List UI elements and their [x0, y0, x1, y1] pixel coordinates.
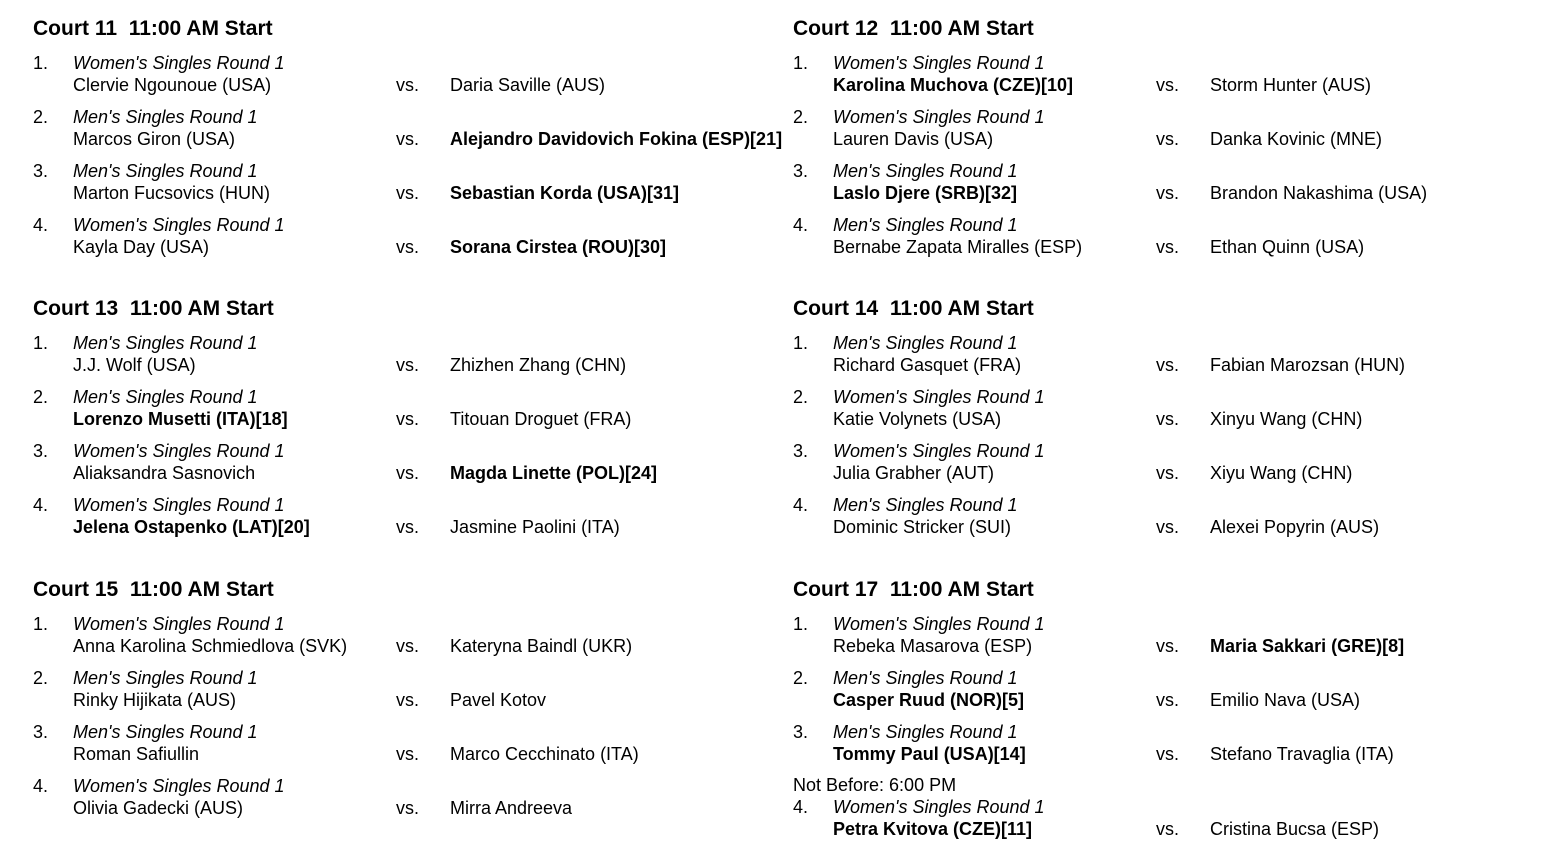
match-row: [33, 331, 793, 377]
match-event: Men's Singles Round 1: [73, 333, 258, 353]
player-two: Sorana Cirstea (ROU)[30]: [450, 237, 667, 257]
match-row: [793, 493, 1553, 539]
player-two: Marco Cecchinato (ITA): [450, 744, 639, 764]
match-event: Women's Singles Round 1: [73, 495, 285, 515]
match-number: 2.: [33, 107, 49, 127]
versus-label: vs.: [396, 517, 420, 537]
player-two: Xinyu Wang (CHN): [1210, 409, 1363, 429]
player-one: J.J. Wolf (USA): [73, 355, 196, 375]
match-number: 3.: [33, 161, 49, 181]
versus-label: vs.: [1156, 183, 1180, 203]
match-row: [33, 666, 793, 712]
court-title: Court 12 11:00 AM Start: [793, 17, 1034, 40]
match-number: 1.: [793, 614, 809, 634]
match-number: 1.: [793, 333, 809, 353]
player-one: Lauren Davis (USA): [833, 129, 994, 149]
match-event: Men's Singles Round 1: [833, 668, 1018, 688]
match-number: 4.: [33, 495, 49, 515]
player-two: Pavel Kotov: [450, 690, 547, 710]
versus-label: vs.: [396, 690, 420, 710]
match-number: 3.: [33, 441, 49, 461]
player-two: Danka Kovinic (MNE): [1210, 129, 1383, 149]
match-row: [793, 439, 1553, 485]
match-row: [33, 159, 793, 205]
match-row: [33, 385, 793, 431]
match-number: 1.: [33, 614, 49, 634]
player-one: Bernabe Zapata Miralles (ESP): [833, 237, 1083, 257]
player-two: Xiyu Wang (CHN): [1210, 463, 1353, 483]
player-one: Dominic Stricker (SUI): [833, 517, 1012, 537]
player-two: Brandon Nakashima (USA): [1210, 183, 1428, 203]
player-two: Storm Hunter (AUS): [1210, 75, 1372, 95]
player-two: Emilio Nava (USA): [1210, 690, 1361, 710]
match-row: [793, 213, 1553, 259]
player-one: Roman Safiullin: [73, 744, 200, 764]
match-event: Men's Singles Round 1: [73, 722, 258, 742]
versus-label: vs.: [396, 129, 420, 149]
player-one: Kayla Day (USA): [73, 237, 210, 257]
match-number: 1.: [793, 53, 809, 73]
match-event: Men's Singles Round 1: [73, 668, 258, 688]
match-number: 4.: [793, 215, 809, 235]
player-one: Aliaksandra Sasnovich: [73, 463, 256, 483]
match-number: 2.: [33, 387, 49, 407]
player-two: Maria Sakkari (GRE)[8]: [1210, 636, 1405, 656]
match-row: [793, 720, 1553, 766]
match-row: [33, 439, 793, 485]
match-number: 3.: [793, 441, 809, 461]
match-event: Men's Singles Round 1: [833, 161, 1018, 181]
player-two: Zhizhen Zhang (CHN): [450, 355, 627, 375]
court-title: Court 17 11:00 AM Start: [793, 578, 1034, 601]
player-one: Olivia Gadecki (AUS): [73, 798, 244, 818]
match-row: [33, 493, 793, 539]
versus-label: vs.: [1156, 636, 1180, 656]
player-two: Mirra Andreeva: [450, 798, 573, 818]
match-number: 4.: [33, 776, 49, 796]
player-one: Casper Ruud (NOR)[5]: [833, 690, 1025, 710]
match-number: 4.: [33, 215, 49, 235]
match-row: [793, 666, 1553, 712]
match-event: Men's Singles Round 1: [833, 495, 1018, 515]
match-number: 3.: [793, 161, 809, 181]
player-two: Kateryna Baindl (UKR): [450, 636, 633, 656]
player-one: Clervie Ngounoue (USA): [73, 75, 272, 95]
match-row: [33, 213, 793, 259]
player-two: Jasmine Paolini (ITA): [450, 517, 620, 537]
versus-label: vs.: [1156, 744, 1180, 764]
versus-label: vs.: [1156, 129, 1180, 149]
versus-label: vs.: [1156, 75, 1180, 95]
match-event: Men's Singles Round 1: [833, 333, 1018, 353]
match-event: Women's Singles Round 1: [833, 441, 1045, 461]
versus-label: vs.: [396, 798, 420, 818]
match-row: [33, 774, 793, 820]
match-event: Women's Singles Round 1: [833, 797, 1045, 817]
player-one: Jelena Ostapenko (LAT)[20]: [73, 517, 310, 537]
versus-label: vs.: [1156, 517, 1180, 537]
match-event: Men's Singles Round 1: [73, 387, 258, 407]
match-row: [793, 795, 1553, 841]
match-number: 1.: [33, 333, 49, 353]
match-event: Men's Singles Round 1: [73, 161, 258, 181]
player-two: Magda Linette (POL)[24]: [450, 463, 658, 483]
court-title: Court 14 11:00 AM Start: [793, 297, 1034, 320]
player-one: Lorenzo Musetti (ITA)[18]: [73, 409, 288, 429]
court-title: Court 15 11:00 AM Start: [33, 578, 274, 601]
match-row: [793, 331, 1553, 377]
player-one: Rebeka Masarova (ESP): [833, 636, 1033, 656]
versus-label: vs.: [1156, 819, 1180, 839]
court-title: Court 13 11:00 AM Start: [33, 297, 274, 320]
player-one: Tommy Paul (USA)[14]: [833, 744, 1026, 764]
versus-label: vs.: [1156, 237, 1180, 257]
versus-label: vs.: [396, 75, 420, 95]
versus-label: vs.: [396, 744, 420, 764]
match-event: Men's Singles Round 1: [73, 107, 258, 127]
player-one: Petra Kvitova (CZE)[11]: [833, 819, 1033, 839]
match-event: Men's Singles Round 1: [833, 215, 1018, 235]
player-two: Sebastian Korda (USA)[31]: [450, 183, 680, 203]
versus-label: vs.: [396, 409, 420, 429]
player-one: Karolina Muchova (CZE)[10]: [833, 75, 1074, 95]
match-event: Women's Singles Round 1: [833, 107, 1045, 127]
match-event: Women's Singles Round 1: [833, 387, 1045, 407]
match-row: [33, 720, 793, 766]
match-number: 4.: [793, 797, 809, 817]
not-before-note: Not Before: 6:00 PM: [793, 775, 957, 795]
player-two: Alexei Popyrin (AUS): [1210, 517, 1380, 537]
versus-label: vs.: [1156, 355, 1180, 375]
versus-label: vs.: [396, 355, 420, 375]
player-two: Titouan Droguet (FRA): [450, 409, 632, 429]
match-number: 2.: [793, 107, 809, 127]
versus-label: vs.: [396, 183, 420, 203]
match-row: [793, 385, 1553, 431]
match-event: Women's Singles Round 1: [73, 614, 285, 634]
versus-label: vs.: [1156, 409, 1180, 429]
player-one: Richard Gasquet (FRA): [833, 355, 1022, 375]
match-row: [793, 612, 1553, 658]
match-number: 2.: [33, 668, 49, 688]
match-event: Women's Singles Round 1: [73, 776, 285, 796]
match-event: Women's Singles Round 1: [73, 215, 285, 235]
player-two: Stefano Travaglia (ITA): [1210, 744, 1394, 764]
match-row: [793, 51, 1553, 97]
player-one: Rinky Hijikata (AUS): [73, 690, 237, 710]
match-number: 2.: [793, 387, 809, 407]
player-one: Marcos Giron (USA): [73, 129, 236, 149]
match-row: [793, 159, 1553, 205]
player-one: Anna Karolina Schmiedlova (SVK): [73, 636, 348, 656]
player-two: Ethan Quinn (USA): [1210, 237, 1365, 257]
versus-label: vs.: [1156, 463, 1180, 483]
match-number: 4.: [793, 495, 809, 515]
player-two: Cristina Bucsa (ESP): [1210, 819, 1380, 839]
match-number: 3.: [33, 722, 49, 742]
versus-label: vs.: [396, 636, 420, 656]
match-event: Women's Singles Round 1: [833, 614, 1045, 634]
player-two: Daria Saville (AUS): [450, 75, 606, 95]
match-number: 3.: [793, 722, 809, 742]
match-row: [33, 105, 793, 151]
versus-label: vs.: [1156, 690, 1180, 710]
player-one: Marton Fucsovics (HUN): [73, 183, 271, 203]
match-event: Women's Singles Round 1: [73, 441, 285, 461]
match-row: [33, 612, 793, 658]
match-number: 1.: [33, 53, 49, 73]
match-row: [793, 105, 1553, 151]
versus-label: vs.: [396, 463, 420, 483]
match-row: [33, 51, 793, 97]
versus-label: vs.: [396, 237, 420, 257]
match-event: Women's Singles Round 1: [833, 53, 1045, 73]
match-event: Men's Singles Round 1: [833, 722, 1018, 742]
player-one: Julia Grabher (AUT): [833, 463, 995, 483]
court-title: Court 11 11:00 AM Start: [33, 17, 273, 40]
match-event: Women's Singles Round 1: [73, 53, 285, 73]
player-one: Laslo Djere (SRB)[32]: [833, 183, 1018, 203]
player-two: Alejandro Davidovich Fokina (ESP)[21]: [450, 129, 783, 149]
player-one: Katie Volynets (USA): [833, 409, 1002, 429]
match-number: 2.: [793, 668, 809, 688]
player-two: Fabian Marozsan (HUN): [1210, 355, 1406, 375]
